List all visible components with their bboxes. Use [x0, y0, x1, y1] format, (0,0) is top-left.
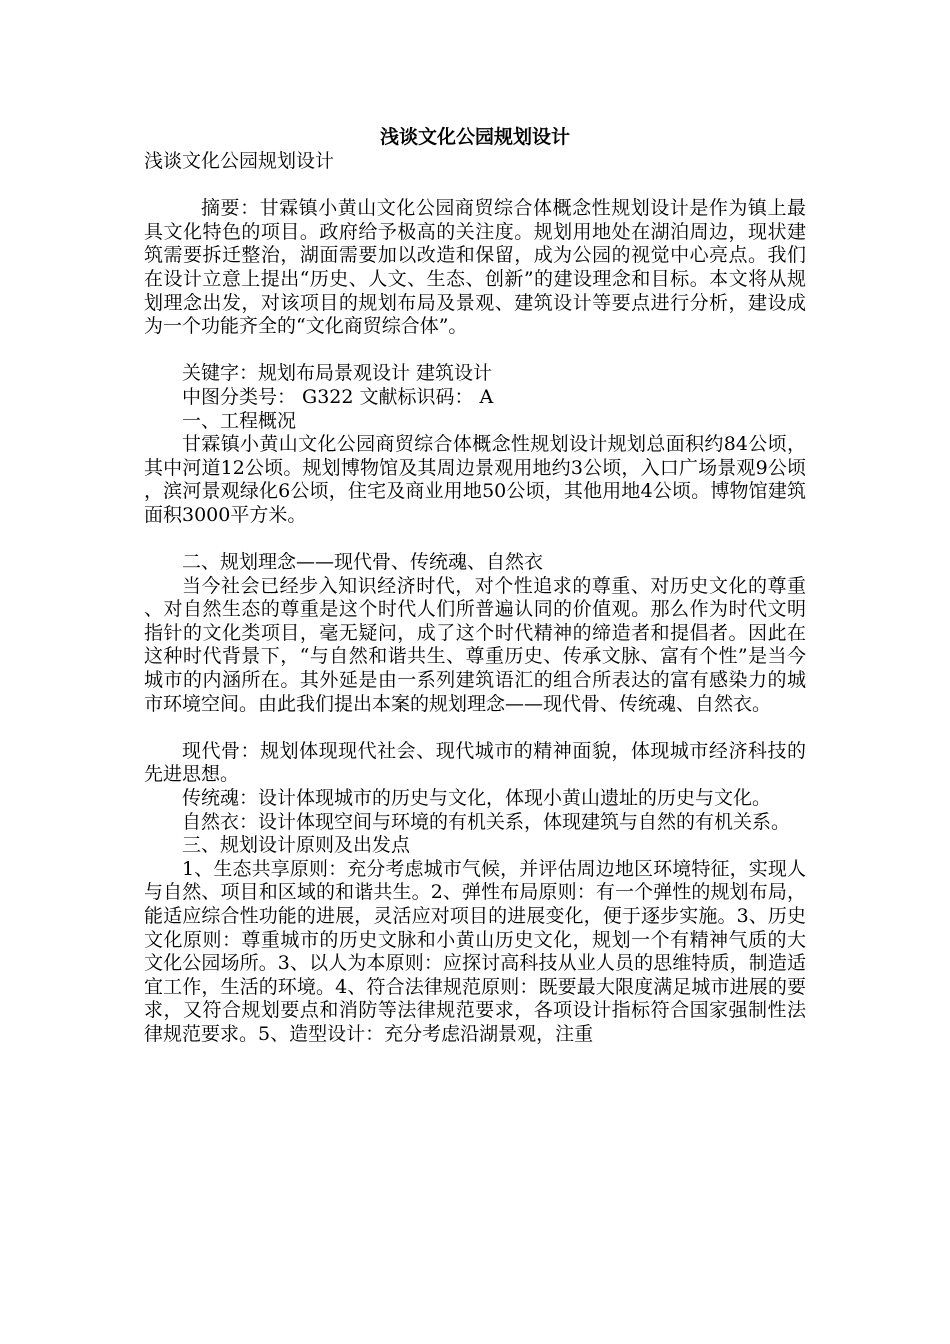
section1-heading: 一、工程概况 — [182, 409, 297, 432]
blank-line — [144, 716, 806, 740]
section3-paragraph: 1、生态共享原则：充分考虑城市气候，并评估周边地区环境特征，实现人与自然、项目和区域的和谐共生。2、弹性布局原则：有一个弹性的规划布局，能适应综合性功能的进展，灵活应对项目的进展变化，便于逐步实施。3、历史文化原则：尊重城市的历史文脉和小黄山历史文化，规划一个有精神气质的大文化公园场所。3、以人为本原则：应探讨高科技从业人员的思维特质，制造适宜工作，生活的环境。4、符合法律规范原则：既要最大限度满足城市进展的要求，又符合规划要点和消防等法律规范要求，各项设计指标符合国家强制性法律规范要求。5、造型设计：充分考虑沿湖景观，注重 — [144, 857, 806, 1045]
concept-tradition-paragraph: 传统魂：设计体现城市的历史与文化，体现小黄山遗址的历史与文化。 — [182, 787, 772, 810]
classification-line: 中图分类号： G322 文献标识码： A — [182, 385, 494, 408]
section2-paragraph: 当今社会已经步入知识经济时代，对个性追求的尊重、对历史文化的尊重、对自然生态的尊重是这个时代人们所普遍认同的价值观。那么作为时代文明指针的文化类项目，毫无疑问，成了这个时代精神的缔造者和提倡者。因此在这种时代背景下，“与自然和谐共生、尊重历史、传承文脉、富有个性”是当今城市的内涵所在。其外延是由一系列建筑语汇的组合所表达的富有感染力的城市环境空间。由此我们提出本案的规划理念——现代骨、传统魂、自然衣。 — [144, 574, 806, 715]
blank-line — [144, 339, 806, 363]
section1-paragraph: 甘霖镇小黄山文化公园商贸综合体概念性规划设计规划总面积约84公顷，其中河道12公顷。规划博物馆及其周边景观用地约3公顷，入口广场景观9公顷，滨河景观绿化6公顷，住宅及商业用地50公顷，其他用地4公顷。博物馆建筑面积3000平方米。 — [144, 433, 806, 526]
document-subtitle: 浅谈文化公园规划设计 — [144, 150, 335, 172]
section3-heading: 三、规划设计原则及出发点 — [182, 834, 411, 857]
concept-modern-paragraph: 现代骨：规划体现现代社会、现代城市的精神面貌，体现城市经济科技的先进思想。 — [144, 739, 806, 786]
blank-line — [144, 174, 806, 198]
concept-nature-paragraph: 自然衣：设计体现空间与环境的有机关系，体现建筑与自然的有机关系。 — [182, 810, 791, 833]
abstract-paragraph: 摘要：甘霖镇小黄山文化公园商贸综合体概念性规划设计是作为镇上最具文化特色的项目。政府给予极高的关注度。规划用地处在湖泊周边，现状建筑需要拆迁整治，湖面需要加以改造和保留，成为公园的视觉中心亮点。我们在设计立意上提出“历史、人文、生态、创新”的建设理念和目标。本文将从规划理念出发，对该项目的规划布局及景观、建筑设计等要点进行分析，建设成为一个功能齐全的“文化商贸综合体”。 — [144, 197, 806, 338]
section2-heading: 二、规划理念——现代骨、传统魂、自然衣 — [182, 551, 544, 574]
blank-line — [144, 528, 806, 552]
keywords-line: 关键字：规划布局景观设计 建筑设计 — [182, 362, 493, 385]
document-body — [144, 150, 806, 1047]
document-title: 浅谈文化公园规划设计 — [379, 126, 570, 148]
